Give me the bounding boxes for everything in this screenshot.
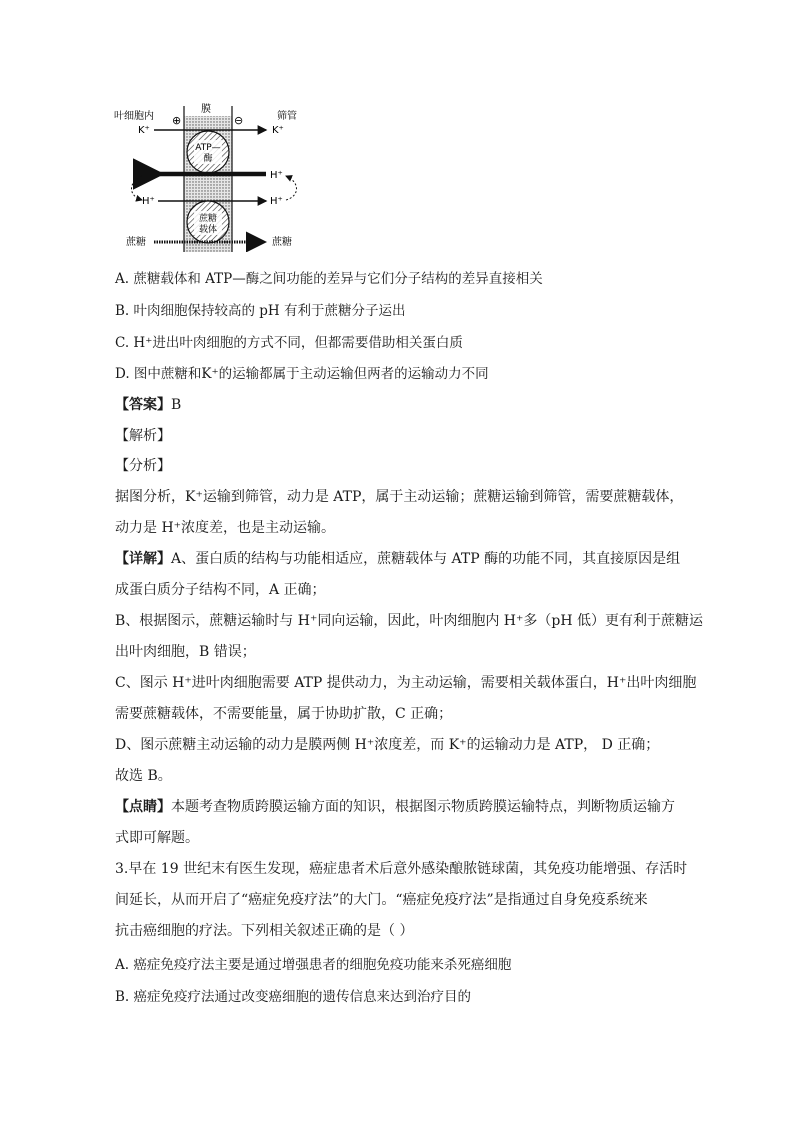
comment-line-1 (115, 797, 700, 817)
detail-line-7: D、图示蔗糖主动运输的动力是膜两侧 H⁺浓度差，而 K⁺的运输动力是 ATP， D 正确； (115, 737, 660, 753)
detail-tag: 【详解】 (115, 551, 171, 567)
k-left-label: K⁺ (138, 125, 150, 136)
q3-option-b: B. 癌症免疫疗法通过改变癌细胞的遗传信息来达到治疗目的 (115, 989, 472, 1005)
h-bottom-right-label: H⁺ (270, 196, 283, 207)
detail-line-1 (115, 549, 700, 569)
detail-line-6: 需要蔗糖载体，不需要能量，属于协助扩散，C 正确； (115, 706, 453, 722)
comment-tag: 【点睛】 (115, 799, 171, 815)
question3-line-1: 3.早在 19 世纪末有医生发现，癌症患者术后意外感染酿脓链球菌，其免疫功能增强、存活时 (115, 861, 688, 877)
detail-line-5: C、图示 H⁺进叶肉细胞需要 ATP 提供动力，为主动运输，需要相关载体蛋白，H⁺出叶肉细胞 (115, 675, 697, 691)
analysis-tag: 【解析】 (115, 428, 171, 444)
comment-text-1: 本题考查物质跨膜运输方面的知识，根据图示物质跨膜运输特点，判断物质运输方 (171, 799, 675, 815)
h-top-right-label: H⁺ (270, 170, 283, 181)
question3-line-2: 间延长，从而开启了“癌症免疫疗法”的大门。“癌症免疫疗法”是指通过自身免疫系统来 (115, 892, 648, 908)
q3-option-a: A. 癌症免疫疗法主要是通过增强患者的细胞免疫功能来杀死癌细胞 (115, 957, 512, 973)
detail-line-8: 故选 B。 (115, 768, 172, 784)
membrane-label: 膜 (201, 104, 211, 115)
detail-line-3: B、根据图示，蔗糖运输时与 H⁺同向运输，因此，叶肉细胞内 H⁺多（pH 低）更有利于蔗糖运 (115, 613, 704, 629)
right-region-label: 筛管 (277, 111, 297, 122)
fenxi-tag: 【分析】 (115, 458, 171, 474)
left-recycle-arrow (132, 176, 143, 200)
transport-diagram (114, 100, 314, 252)
detail-line-2: 成蛋白质分子结构不同，A 正确； (115, 582, 326, 598)
fenxi-line-2: 动力是 H⁺浓度差，也是主动运输。 (115, 520, 336, 536)
membrane-transport-svg (114, 100, 314, 252)
answer-tag: 【答案】 (115, 397, 171, 413)
option-b: B. 叶肉细胞保持较高的 pH 有利于蔗糖分子运出 (115, 303, 406, 319)
option-c: C. H⁺进出叶肉细胞的方式不同，但都需要借助相关蛋白质 (115, 335, 463, 351)
atp-enzyme-label-1: ATP— (195, 143, 221, 153)
sucrose-right-label: 蔗糖 (272, 237, 292, 248)
sucrose-left-label: 蔗糖 (126, 237, 146, 248)
left-region-label: 叶细胞内 (114, 111, 154, 122)
comment-line-2: 式即可解题。 (115, 830, 199, 846)
right-recycle-arrow (286, 176, 297, 200)
atp-enzyme-label-2: 酶 (203, 154, 213, 164)
k-right-label: K⁺ (272, 125, 284, 136)
detail-text-1: A、蛋白质的结构与功能相适应，蔗糖载体与 ATP 酶的功能不同，其直接原因是组 (171, 551, 681, 567)
fenxi-line-1: 据图分析，K⁺运输到筛管，动力是 ATP，属于主动运输；蔗糖运输到筛管，需要蔗糖载体， (115, 489, 684, 505)
carrier-label-1: 蔗糖 (198, 214, 218, 224)
answer-line (115, 395, 700, 415)
question3-line-3: 抗击癌细胞的疗法。下列相关叙述正确的是（ ） (115, 923, 414, 939)
option-a: A. 蔗糖载体和 ATP—酶之间功能的差异与它们分子结构的差异直接相关 (115, 271, 543, 287)
minus-sign-icon: ⊖ (234, 114, 244, 127)
h-top-left-label: H⁺ (142, 170, 155, 181)
plus-sign-icon: ⊕ (172, 114, 182, 127)
detail-line-4: 出叶肉细胞，B 错误； (115, 644, 256, 660)
h-bottom-left-label: H⁺ (142, 196, 155, 207)
answer-value: B (171, 397, 182, 413)
carrier-label-2: 载体 (198, 225, 218, 235)
option-d: D. 图中蔗糖和K⁺的运输都属于主动运输但两者的运输动力不同 (115, 366, 489, 382)
